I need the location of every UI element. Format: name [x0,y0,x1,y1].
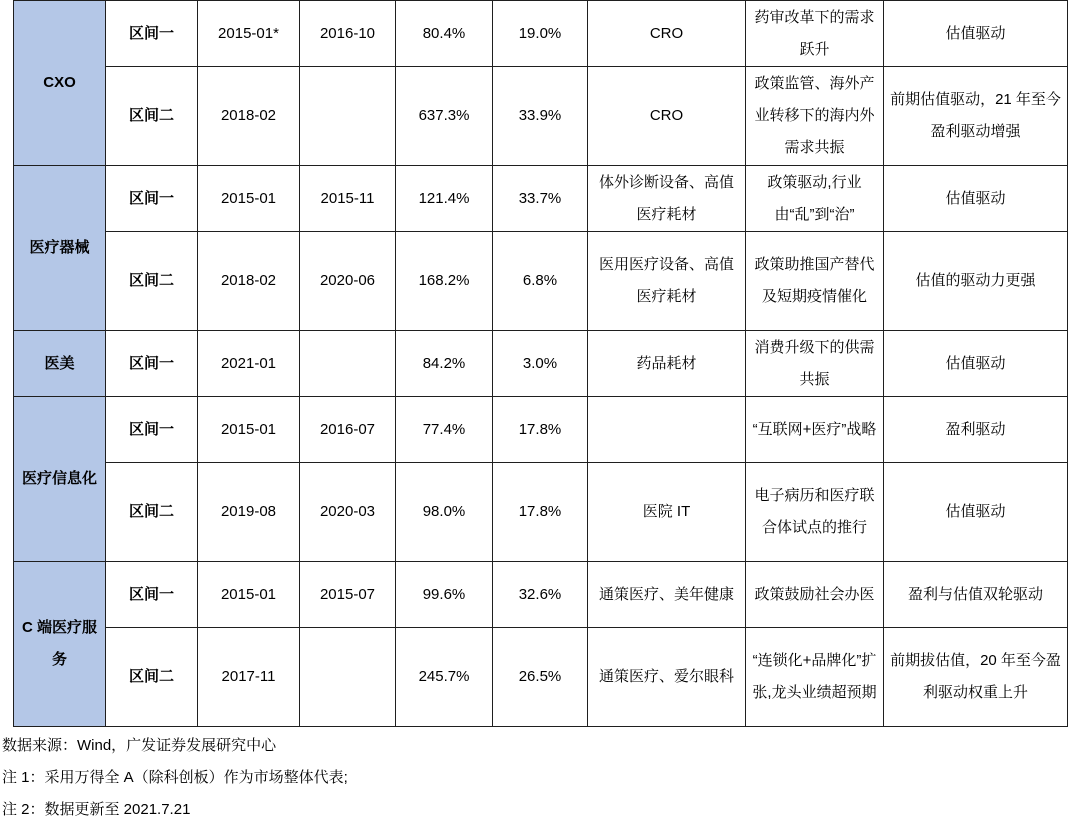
end-date-cell: 2020-03 [300,463,396,562]
driver-cell: 消费升级下的供需共振 [746,331,884,397]
table-row [14,67,1068,166]
driver-cell: 政策驱动,行业由“乱”到“治” [746,166,884,232]
cagr-cell: 32.6% [493,562,588,628]
end-date-cell [300,628,396,727]
subsector-cell: CRO [588,67,746,166]
sector-cell: C 端医疗服务 [14,562,106,727]
driver-cell: 政策助推国产替代及短期疫情催化 [746,232,884,331]
type-cell: 盈利与估值双轮驱动 [884,562,1068,628]
subsector-cell: 医院 IT [588,463,746,562]
type-cell: 前期估值驱动，21 年至今盈利驱动增强 [884,67,1068,166]
start-date-cell: 2021-01 [198,331,300,397]
driver-cell: 药审改革下的需求跃升 [746,1,884,67]
type-cell: 估值驱动 [884,463,1068,562]
end-date-cell: 2015-11 [300,166,396,232]
footnote-2: 注 2：数据更新至 2021.7.21 [2,801,191,818]
gain-cell: 77.4% [396,397,493,463]
start-date-cell: 2018-02 [198,232,300,331]
interval-cell: 区间二 [106,463,198,562]
cagr-cell: 33.9% [493,67,588,166]
sector-cell: CXO [14,1,106,166]
type-cell: 估值驱动 [884,1,1068,67]
end-date-cell [300,67,396,166]
subsector-cell: 体外诊断设备、高值医疗耗材 [588,166,746,232]
subsector-cell: CRO [588,1,746,67]
subsector-cell: 通策医疗、爱尔眼科 [588,628,746,727]
gain-cell: 245.7% [396,628,493,727]
start-date-cell: 2019-08 [198,463,300,562]
interval-cell: 区间二 [106,628,198,727]
type-cell: 估值的驱动力更强 [884,232,1068,331]
start-date-cell: 2015-01 [198,397,300,463]
sector-cell: 医疗信息化 [14,397,106,562]
cagr-cell: 17.8% [493,463,588,562]
interval-cell: 区间一 [106,562,198,628]
type-cell: 盈利驱动 [884,397,1068,463]
gain-cell: 84.2% [396,331,493,397]
end-date-cell: 2020-06 [300,232,396,331]
gain-cell: 637.3% [396,67,493,166]
cagr-cell: 3.0% [493,331,588,397]
start-date-cell: 2015-01* [198,1,300,67]
subsector-cell [588,397,746,463]
gain-cell: 168.2% [396,232,493,331]
type-cell: 估值驱动 [884,166,1068,232]
table-row [14,1,1068,67]
end-date-cell: 2016-10 [300,1,396,67]
table-notes [2,730,348,826]
start-date-cell: 2017-11 [198,628,300,727]
interval-cell: 区间一 [106,397,198,463]
gain-cell: 80.4% [396,1,493,67]
table-row [14,628,1068,727]
cagr-cell: 19.0% [493,1,588,67]
cagr-cell: 33.7% [493,166,588,232]
cagr-cell: 26.5% [493,628,588,727]
interval-cell: 区间一 [106,1,198,67]
gain-cell: 121.4% [396,166,493,232]
subsector-cell: 医用医疗设备、高值医疗耗材 [588,232,746,331]
table-row [14,331,1068,397]
cagr-cell: 6.8% [493,232,588,331]
driver-cell: “连锁化+品牌化”扩张,龙头业绩超预期 [746,628,884,727]
source-note: 数据来源：Wind，广发证券发展研究中心 [2,737,277,754]
end-date-cell: 2016-07 [300,397,396,463]
interval-cell: 区间一 [106,331,198,397]
gain-cell: 98.0% [396,463,493,562]
sector-cell: 医疗器械 [14,166,106,331]
driver-cell: 电子病历和医疗联合体试点的推行 [746,463,884,562]
interval-cell: 区间一 [106,166,198,232]
table-row [14,397,1068,463]
cagr-cell: 17.8% [493,397,588,463]
type-cell: 估值驱动 [884,331,1068,397]
end-date-cell [300,331,396,397]
interval-cell: 区间二 [106,232,198,331]
end-date-cell: 2015-07 [300,562,396,628]
table-row [14,166,1068,232]
subsector-cell: 药品耗材 [588,331,746,397]
driver-cell: “互联网+医疗”战略 [746,397,884,463]
sector-cell: 医美 [14,331,106,397]
interval-cell: 区间二 [106,67,198,166]
footnote-1: 注 1：采用万得全 A（除科创板）作为市场整体代表; [2,769,348,786]
table-row [14,232,1068,331]
gain-cell: 99.6% [396,562,493,628]
driver-cell: 政策鼓励社会办医 [746,562,884,628]
driver-cell: 政策监管、海外产业转移下的海内外需求共振 [746,67,884,166]
table-row [14,562,1068,628]
type-cell: 前期拔估值，20 年至今盈利驱动权重上升 [884,628,1068,727]
subsector-cell: 通策医疗、美年健康 [588,562,746,628]
sector-interval-table [13,0,1068,727]
start-date-cell: 2015-01 [198,562,300,628]
table-row [14,463,1068,562]
start-date-cell: 2018-02 [198,67,300,166]
start-date-cell: 2015-01 [198,166,300,232]
